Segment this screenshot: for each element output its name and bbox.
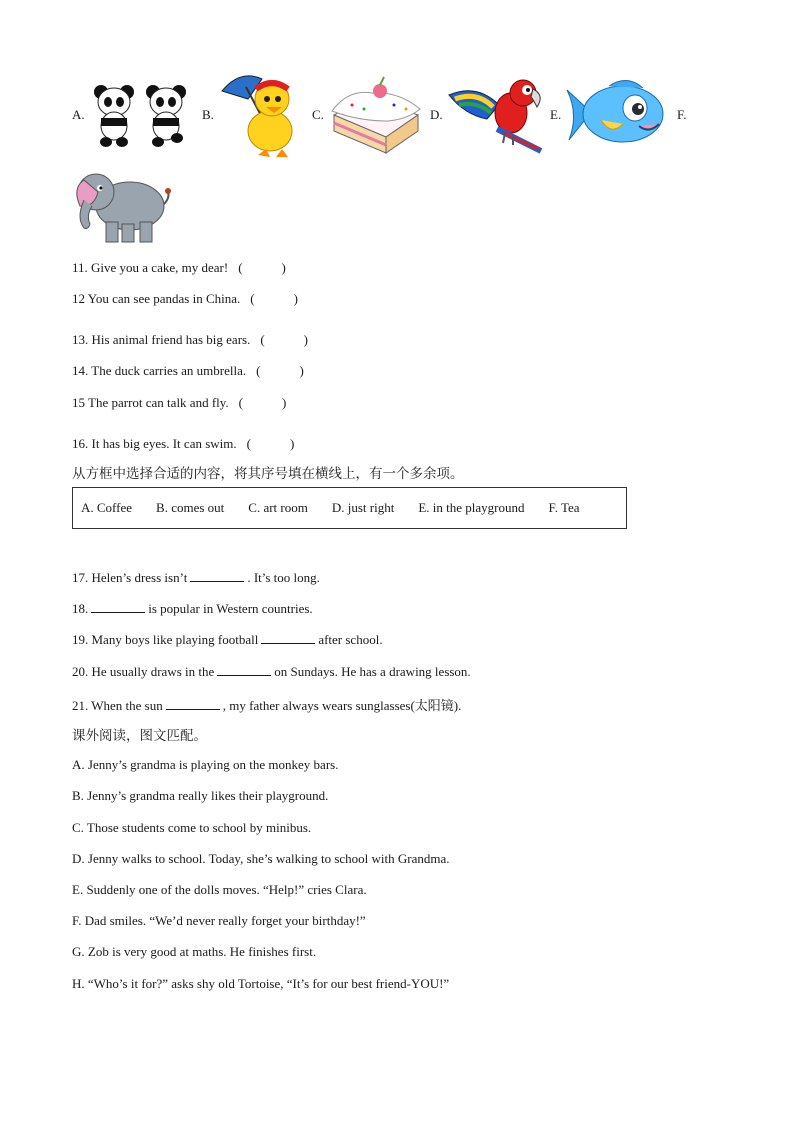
word-box bbox=[72, 487, 627, 529]
question-13: 13. His animal friend has big ears. ( ) bbox=[72, 329, 308, 348]
option-letter: E. bbox=[550, 107, 562, 122]
answer-paren[interactable]: ( ) bbox=[246, 436, 295, 451]
answer-blank[interactable] bbox=[217, 664, 271, 676]
answer-blank[interactable] bbox=[190, 570, 244, 582]
option-d bbox=[430, 70, 547, 160]
option-letter: A. bbox=[72, 107, 85, 122]
answer-blank[interactable] bbox=[261, 632, 315, 644]
word-option-f: F. Tea bbox=[548, 500, 580, 515]
answer-paren[interactable]: ( ) bbox=[238, 395, 287, 410]
answer-blank[interactable] bbox=[166, 698, 220, 710]
cake-icon bbox=[328, 75, 424, 155]
question-16: 16. It has big eyes. It can swim. ( ) bbox=[72, 433, 294, 452]
reading-option-a: A. Jenny’s grandma is playing on the monkey bars. bbox=[72, 757, 339, 772]
picture-options-row bbox=[72, 70, 722, 160]
reading-option-b: B. Jenny’s grandma really likes their playground. bbox=[72, 788, 329, 803]
reading-option-g: G. Zob is very good at maths. He finishes first. bbox=[72, 944, 317, 959]
reading-option-h: H. “Who’s it for?” asks shy old Tortoise, “It’s for our best friend-YOU!” bbox=[72, 976, 450, 991]
option-letter: C. bbox=[312, 107, 324, 122]
answer-paren[interactable]: ( ) bbox=[238, 260, 286, 275]
option-a bbox=[72, 70, 199, 160]
question-21: 21. When the sun , my father always wears sunglasses(太阳镜). bbox=[72, 698, 462, 713]
elephant-icon bbox=[70, 166, 174, 246]
option-letter: B. bbox=[202, 107, 214, 122]
section2-instruction: 从方框中选择合适的内容，将其序号填在横线上，有一个多余项。 bbox=[72, 466, 464, 482]
question-11: 11. Give you a cake, my dear! ( ) bbox=[72, 257, 286, 276]
question-18: 18. is popular in Western countries. bbox=[72, 601, 313, 616]
option-letter: F. bbox=[677, 107, 687, 122]
option-c bbox=[312, 70, 424, 160]
word-option-b: B. comes out bbox=[156, 500, 225, 515]
option-b bbox=[202, 70, 306, 160]
section3-instruction: 课外阅读，图文匹配。 bbox=[72, 728, 207, 744]
parrot-icon bbox=[447, 75, 547, 155]
reading-option-f: F. Dad smiles. “We’d never really forget your birthday!” bbox=[72, 913, 366, 928]
word-option-a: A. Coffee bbox=[81, 500, 133, 515]
word-option-d: D. just right bbox=[331, 500, 395, 515]
question-17: 17. Helen’s dress isn’t . It’s too long. bbox=[72, 570, 320, 585]
question-15: 15 The parrot can talk and fly. ( ) bbox=[72, 392, 286, 411]
option-letter: D. bbox=[430, 107, 443, 122]
option-e bbox=[550, 70, 669, 160]
answer-paren[interactable]: ( ) bbox=[250, 291, 298, 306]
question-20: 20. He usually draws in the on Sundays. He has a drawing lesson. bbox=[72, 664, 471, 679]
reading-option-e: E. Suddenly one of the dolls moves. “Help!” cries Clara. bbox=[72, 882, 367, 897]
reading-option-c: C. Those students come to school by minibus. bbox=[72, 820, 312, 835]
question-19: 19. Many boys like playing football after school. bbox=[72, 632, 383, 647]
answer-blank[interactable] bbox=[91, 601, 145, 613]
answer-paren[interactable]: ( ) bbox=[260, 332, 309, 347]
question-12: 12 You can see pandas in China. ( ) bbox=[72, 288, 298, 307]
question-14: 14. The duck carries an umbrella. ( ) bbox=[72, 360, 304, 379]
answer-paren[interactable]: ( ) bbox=[256, 363, 304, 378]
word-option-e: E. in the playground bbox=[418, 500, 525, 515]
word-option-c: C. art room bbox=[248, 500, 308, 515]
option-f bbox=[677, 70, 690, 160]
pandas-icon bbox=[89, 80, 199, 150]
reading-option-d: D. Jenny walks to school. Today, she’s walking to school with Grandma. bbox=[72, 851, 450, 866]
duck-umbrella-icon bbox=[218, 69, 306, 161]
fish-icon bbox=[565, 76, 669, 154]
